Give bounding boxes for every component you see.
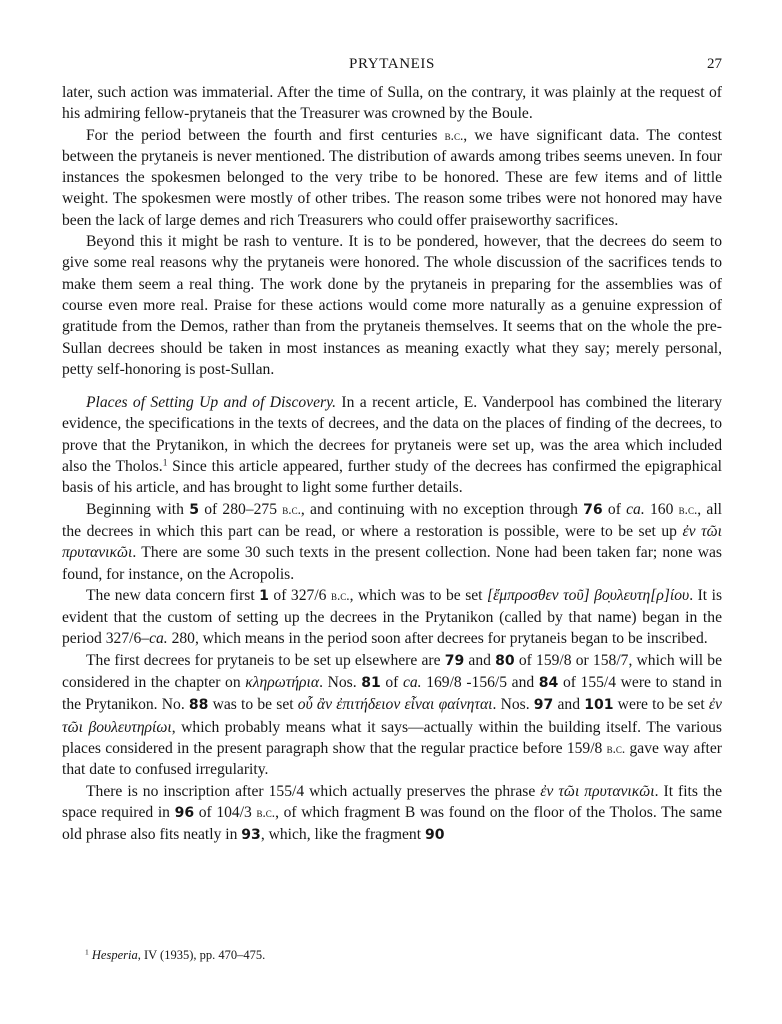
decree-number: 76 [583, 501, 603, 518]
decree-number: 80 [495, 652, 515, 669]
greek-phrase: οὗ ἂν ἐπιτήδειον εἶναι φαίνηται [297, 696, 493, 714]
greek-phrase: κληρωτήρια [245, 674, 320, 692]
page [62, 56, 722, 846]
running-title: PRYTANEIS [349, 56, 435, 72]
paragraph-5: Beginning with 5 of 280–275 b.c., and continuing with no exception through 76 of ca. 160 b.c., all the decrees in which this part can be read, or where a restoration is possible, were to be set up ἐν τῶι πρυτανικῶι. There are some 30 such texts in the present collection. None had been taken far; none was found, for instance, on the Acropolis. [62, 500, 722, 583]
decree-number: 101 [584, 697, 614, 714]
paragraph-1: later, such action was immaterial. After the time of Sulla, on the contrary, it was plainly at the request of his admiring fellow-prytaneis that the Treasurer was crowned by the Boule. [62, 84, 722, 123]
greek-phrase: ἐν τῶι βουλευτηρίωι [62, 696, 722, 736]
body-text [62, 82, 722, 846]
decree-number: 93 [241, 827, 261, 844]
decree-number: 97 [533, 697, 554, 714]
decree-number: 1 [259, 587, 269, 604]
footnote-ref: 1 [162, 458, 168, 469]
circa-abbrev: ca. [402, 674, 422, 692]
footnote [85, 948, 265, 963]
decree-number: 96 [174, 804, 195, 821]
circa-abbrev: ca. [149, 630, 168, 648]
era-abbrev: b.c. [282, 501, 301, 517]
decree-number: 5 [189, 501, 199, 518]
decree-number: 88 [188, 697, 209, 714]
greek-phrase: ἐν τῶι πρυτανικῶι [540, 782, 655, 800]
decree-number: 81 [361, 675, 381, 692]
section-heading: Places of Setting Up and of Discovery. [86, 394, 337, 412]
footnote-marker: 1 [85, 947, 89, 957]
paragraph-2: For the period between the fourth and first centuries b.c., we have significant data. The contest between the prytaneis is never mentioned. The distribution of awards among tribes seems uneven. In four instances the spokesmen belonged to the very tribe to be honored. These are few items and of little weight. The spokesmen were mostly of other tribes. The reason some tribes were not honored may have been the lack of large demes and rich Treasurers who could offer praiseworthy sacrifices. [62, 126, 722, 229]
circa-abbrev: ca. [626, 500, 645, 518]
era-abbrev: b.c. [678, 501, 698, 517]
paragraph-3: Beyond this it might be rash to venture. It is to be pondered, however, that the decrees do seem to give some real reasons why the prytaneis were honored. The whole discussion of the sacrifices tends to make them seem a real thing. The work done by the prytaneis in preparing for the assemblies was of course even more real. Praise for these actions would come more naturally as a genuine expression of gratitude from the Demos, rather than from the prytaneis themselves. It seems that on the whole the pre-Sullan decrees should be taken in most instances as meaning exactly what they say; merely personal, petty self-honoring is post-Sullan. [62, 233, 722, 378]
decree-number: 79 [444, 652, 465, 669]
paragraph-6: The new data concern first 1 of 327/6 b.c., which was to be set [ἔμπροσθεν τοῦ] βο̣υλευτη[ρ]ίου. It is evident that the custom of setting up the decrees in the Prytanikon (called by that name) began in the period 327/6–ca. 280, which means in the period soon after decrees for prytaneis began to be inscribed. [62, 586, 723, 648]
decree-number: 84 [538, 675, 559, 692]
greek-phrase: ἐν τῶι πρυτανικῶι [62, 522, 722, 562]
era-abbrev: b.c. [256, 804, 276, 820]
page-number: 27 [707, 56, 722, 72]
paragraph-7: The first decrees for prytaneis to be set up elsewhere are 79 and 80 of 159/8 or 158/7, which will be considered in the chapter on κληρωτήρια. Nos. 81 of ca. 169/8 -156/5 and 84 of 155/4 were to stand in the Prytanikon. No. 88 was to be set οὗ ἂν ἐπιτήδειον εἶναι φαίνηται. Nos. 97 and 101 were to be set ἐν τῶι βουλευτηρίωι, which probably means what it says—actually within the building itself. The various places considered in the present paragraph show that the regular practice before 159/8 b.c. gave way after that date to confused irregularity. [62, 651, 723, 779]
greek-phrase: [ἔμπροσθεν τοῦ] βο̣υλευτη[ρ]ίου [487, 586, 690, 604]
decree-number: 90 [424, 827, 445, 844]
footnote-citation: , IV (1935), pp. 470–475. [137, 948, 266, 962]
footnote-journal: Hesperia [91, 948, 138, 962]
running-header [62, 56, 722, 82]
era-abbrev: b.c. [606, 740, 626, 756]
paragraph-8: There is no inscription after 155/4 which actually preserves the phrase ἐν τῶι πρυτανικῶι. It fits the space required in 96 of 104/3 b.c., of which fragment B was found on the floor of the Tholos. The same old phrase also fits neatly in 93, which, like the fragment 90 [62, 782, 723, 844]
era-abbrev: b.c. [330, 587, 350, 603]
era-abbrev: b.c. [444, 127, 464, 143]
paragraph-4: Places of Setting Up and of Discovery. In a recent article, E. Vanderpool has combined the literary evidence, the specifications in the texts of decrees, and the data on the places of finding of the decrees, to prove that the Prytanikon, in which the decrees for prytaneis were set up, was the area which included also the Tholos.$^1$ Since this article appeared, further study of the decrees has confirmed the epigraphical basis of his article, and has brought to light some further details. [62, 394, 722, 497]
